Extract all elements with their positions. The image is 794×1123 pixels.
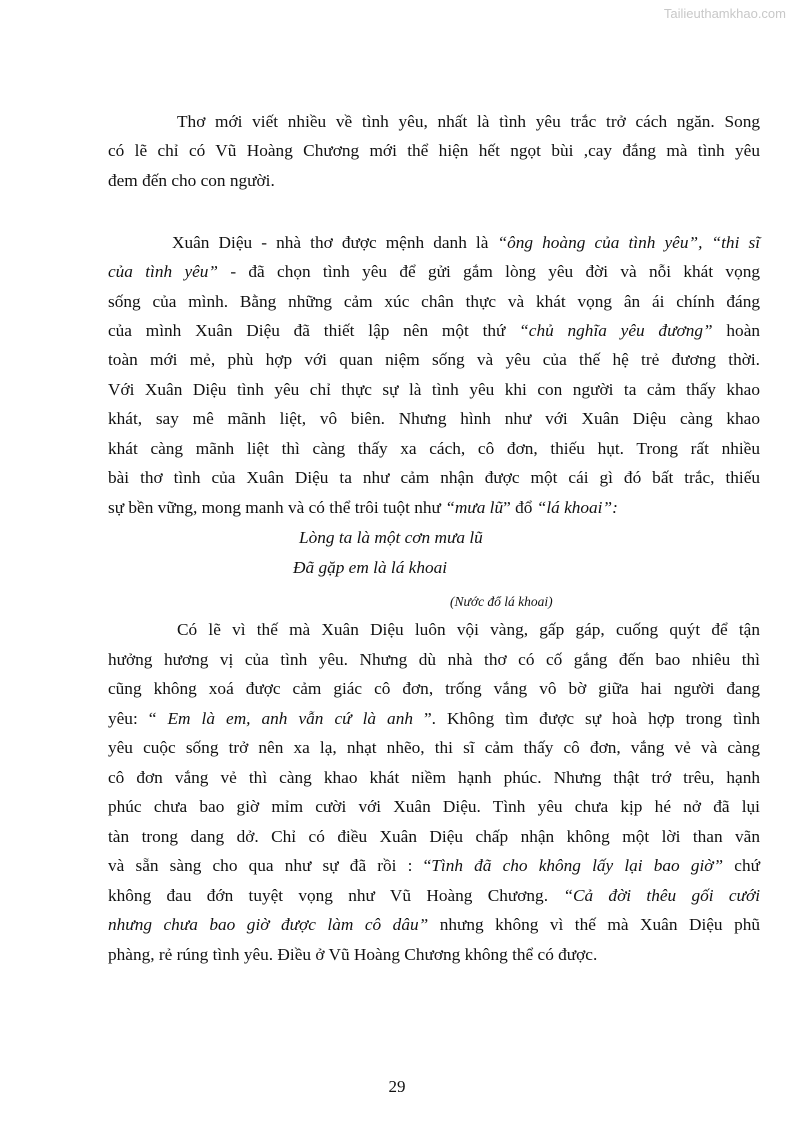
- text-line: [108, 438, 760, 460]
- italic-quote: “mưa lũ: [445, 498, 504, 517]
- text-line: [177, 111, 760, 133]
- italic-quote: “chủ nghĩa yêu đương”: [519, 321, 713, 340]
- text-line: [450, 590, 760, 613]
- text-line: [108, 349, 760, 371]
- italic-quote: Lòng ta là một cơn mưa lũ: [299, 528, 483, 547]
- text-line: [108, 140, 760, 162]
- text-line: [172, 232, 760, 254]
- text-span: Với Xuân Diệu tình yêu chỉ thực sự là tình yêu khi con người ta cảm thấy khao: [108, 380, 760, 399]
- text-span: yêu cuộc sống trở nên xa lạ, nhạt nhẽo, thi sĩ cảm thấy cô đơn, vắng vẻ và càng: [108, 738, 760, 757]
- text-span: chứ: [723, 856, 760, 875]
- text-span: khát, say mê mãnh liệt, vô biên. Nhưng hình như với Xuân Diệu càng khao: [108, 409, 760, 428]
- text-span: bài thơ tình của Xuân Diệu ta như cảm nhận được một cái gì đó bất trắc, thiếu: [108, 468, 760, 487]
- italic-quote: nhưng chưa bao giờ được làm cô dâu”: [108, 915, 429, 934]
- text-span: có lẽ chỉ có Vũ Hoàng Chương mới thể hiện hết ngọt bùi ,cay đắng mà tình yêu: [108, 141, 760, 160]
- text-line: [177, 619, 760, 641]
- italic-quote: “ông hoàng của tình yêu”, “thi sĩ: [497, 233, 760, 252]
- text-span: yêu: “: [108, 709, 168, 728]
- text-span: phúc chưa bao giờ mỉm cười với Xuân Diệu. Tình yêu chưa kịp hé nở đã lụi: [108, 797, 760, 816]
- text-line: [108, 261, 760, 283]
- text-line: [108, 649, 760, 671]
- text-span: cô đơn vắng vẻ thì càng khao khát niềm hạnh phúc. Nhưng thật trớ trêu, hạnh: [108, 768, 760, 787]
- text-span: sự bền vững, mong manh và có thể trôi tuột như: [108, 498, 446, 517]
- italic-quote: “Cả đời thêu gối cưới: [563, 886, 761, 905]
- text-span: không đau đớn tuyệt vọng như Vũ Hoàng Chương.: [108, 886, 564, 905]
- text-line: [108, 737, 760, 759]
- text-span: - đã chọn tình yêu để gửi gắm lòng yêu đời và nỗi khát vọng: [218, 262, 760, 281]
- text-span: của mình Xuân Diệu đã thiết lập nên một thứ: [108, 321, 520, 340]
- italic-quote: (Nước đổ lá khoai): [450, 594, 553, 609]
- text-line: [299, 527, 760, 549]
- text-span: phàng, rẻ rúng tình yêu. Điều ở Vũ Hoàng Chương không thể có được.: [108, 945, 598, 964]
- text-line: [108, 855, 760, 877]
- text-span: ” đổ: [503, 498, 537, 517]
- text-span: và sẵn sàng cho qua như sự đã rồi : “: [108, 856, 432, 875]
- italic-quote: “lá khoai”:: [536, 498, 618, 517]
- text-line: [293, 557, 760, 579]
- watermark: Tailieuthamkhao.com: [663, 6, 786, 21]
- italic-quote: của tình yêu”: [108, 262, 219, 281]
- italic-quote: Đã gặp em là lá khoai: [293, 558, 448, 577]
- text-span: nhưng không vì thế mà Xuân Diệu phũ: [428, 915, 760, 934]
- text-line: [108, 826, 760, 848]
- text-line: [108, 944, 760, 966]
- text-line: [108, 497, 760, 519]
- italic-quote: Em là em, anh vẫn cứ là anh: [167, 709, 413, 728]
- text-span: hoàn: [712, 321, 761, 340]
- text-line: [108, 379, 760, 401]
- italic-quote: Tình đã cho không lấy lại bao giờ”: [431, 856, 724, 875]
- text-span: Thơ mới viết nhiều về tình yêu, nhất là tình yêu trắc trở cách ngăn. Song: [177, 112, 760, 131]
- text-line: [108, 885, 760, 907]
- text-span: ”. Không tìm được sự hoà hợp trong tình: [412, 709, 760, 728]
- page-number: 29: [388, 1077, 406, 1096]
- text-line: [108, 796, 760, 818]
- text-line: [108, 678, 760, 700]
- text-span: Xuân Diệu - nhà thơ được mệnh danh là: [172, 233, 498, 252]
- text-line: [108, 914, 760, 936]
- text-span: hưởng hương vị của tình yêu. Nhưng dù nhà thơ có cố gắng đến bao nhiêu thì: [108, 650, 760, 669]
- text-span: Có lẽ vì thế mà Xuân Diệu luôn vội vàng, gấp gáp, cuống quýt để tận: [177, 620, 760, 639]
- text-line: [108, 291, 760, 313]
- text-span: tàn trong dang dở. Chỉ có điều Xuân Diệu chấp nhận không một lời than vãn: [108, 827, 760, 846]
- text-line: [108, 408, 760, 430]
- text-line: [108, 767, 760, 789]
- text-line: [108, 708, 760, 730]
- text-span: toàn mới mẻ, phù hợp với quan niệm sống và yêu của thế hệ trẻ đương thời.: [108, 350, 760, 369]
- text-line: [108, 320, 760, 342]
- text-span: đem đến cho con người.: [108, 171, 275, 190]
- text-line: [108, 467, 760, 489]
- text-span: cũng không xoá được cảm giác cô đơn, trống vắng vô bờ giữa hai người đang: [108, 679, 760, 698]
- text-span: khát càng mãnh liệt thì càng thấy xa cách, cô đơn, thiếu hụt. Trong rất nhiều: [108, 439, 760, 458]
- text-line: [108, 170, 760, 192]
- text-span: sống của mình. Bằng những cảm xúc chân thực và khát vọng ân ái chính đáng: [108, 292, 760, 311]
